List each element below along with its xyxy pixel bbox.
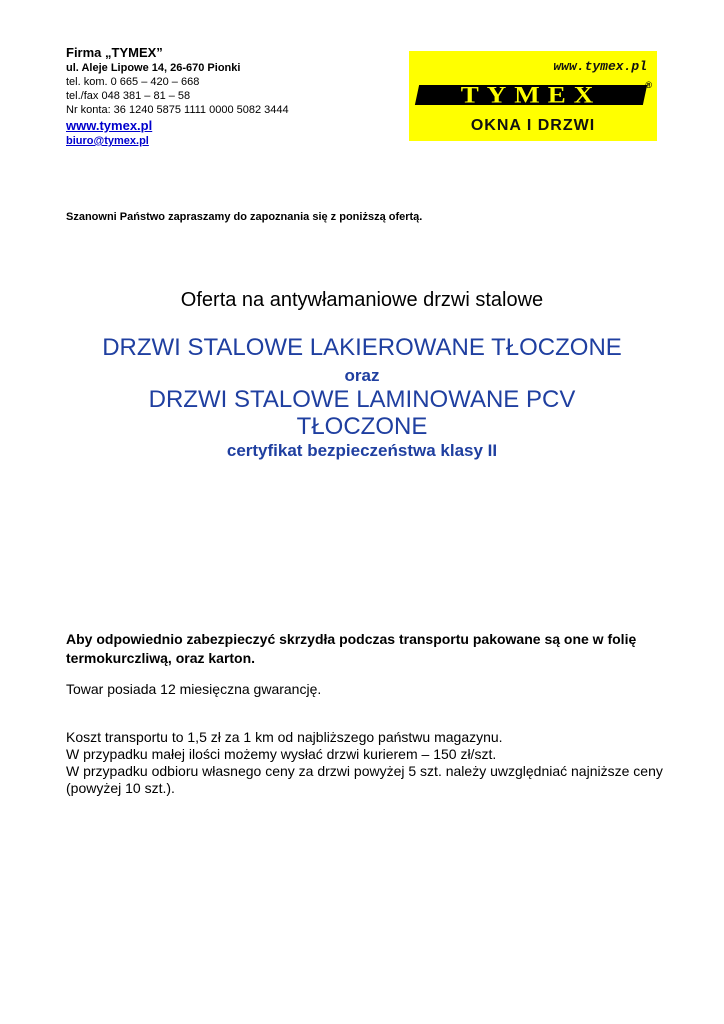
offer-heading: Oferta na antywłamaniowe drzwi stalowe [180, 289, 544, 311]
greeting: Szanowni Państwo zapraszamy do zapoznania się z poniższą ofertą. [66, 211, 423, 223]
company-info [66, 44, 386, 149]
bank-account: Nr konta: 36 1240 5875 1111 0000 5082 3444 [66, 104, 289, 116]
costs-paragraph [66, 729, 666, 797]
offer-title-1: DRZWI STALOWE LAKIEROWANE TŁOCZONE [102, 334, 622, 361]
cost-line-transport: Koszt transportu to 1,5 zł za 1 km od najbliższego państwu magazynu. [66, 729, 503, 745]
logo-tagline: OKNA I DRZWI [470, 117, 596, 134]
warranty-paragraph: Towar posiada 12 miesięczna gwarancję. [66, 681, 322, 697]
logo-brand: TYMEX [460, 82, 602, 108]
cost-line-courier: W przypadku małej ilości możemy wysłać drzwi kurierem – 150 zł/szt. [66, 746, 497, 762]
packaging-paragraph: Aby odpowiednio zabezpieczyć skrzydła podczas transportu pakowane są one w folię termokurczliwą, oraz karton. [66, 631, 637, 666]
website-link[interactable]: www.tymex.pl [66, 118, 153, 133]
cost-line-pickup: W przypadku odbioru własnego ceny za drzwi powyżej 5 szt. należy uwzględniać najniższe ceny (powyżej 10 szt.). [66, 763, 663, 796]
email-link[interactable]: biuro@tymex.pl [66, 135, 149, 147]
logo-registered-mark: ® [645, 80, 652, 90]
offer-conjunction: oraz [344, 366, 380, 385]
company-address: ul. Aleje Lipowe 14, 26-670 Pionki [66, 62, 241, 74]
company-name: Firma „TYMEX” [66, 45, 163, 60]
logo-www: www.tymex.pl [553, 59, 647, 74]
offer-title-2: DRZWI STALOWE LAMINOWANE PCV [148, 386, 576, 413]
company-fax: tel./fax 048 381 – 81 – 58 [66, 90, 191, 102]
certificate-note: certyfikat bezpieczeństwa klasy II [226, 441, 498, 460]
tymex-logo [409, 51, 657, 141]
offer-title-2-continued: TŁOCZONE [296, 413, 428, 440]
company-phone: tel. kom. 0 665 – 420 – 668 [66, 76, 200, 88]
